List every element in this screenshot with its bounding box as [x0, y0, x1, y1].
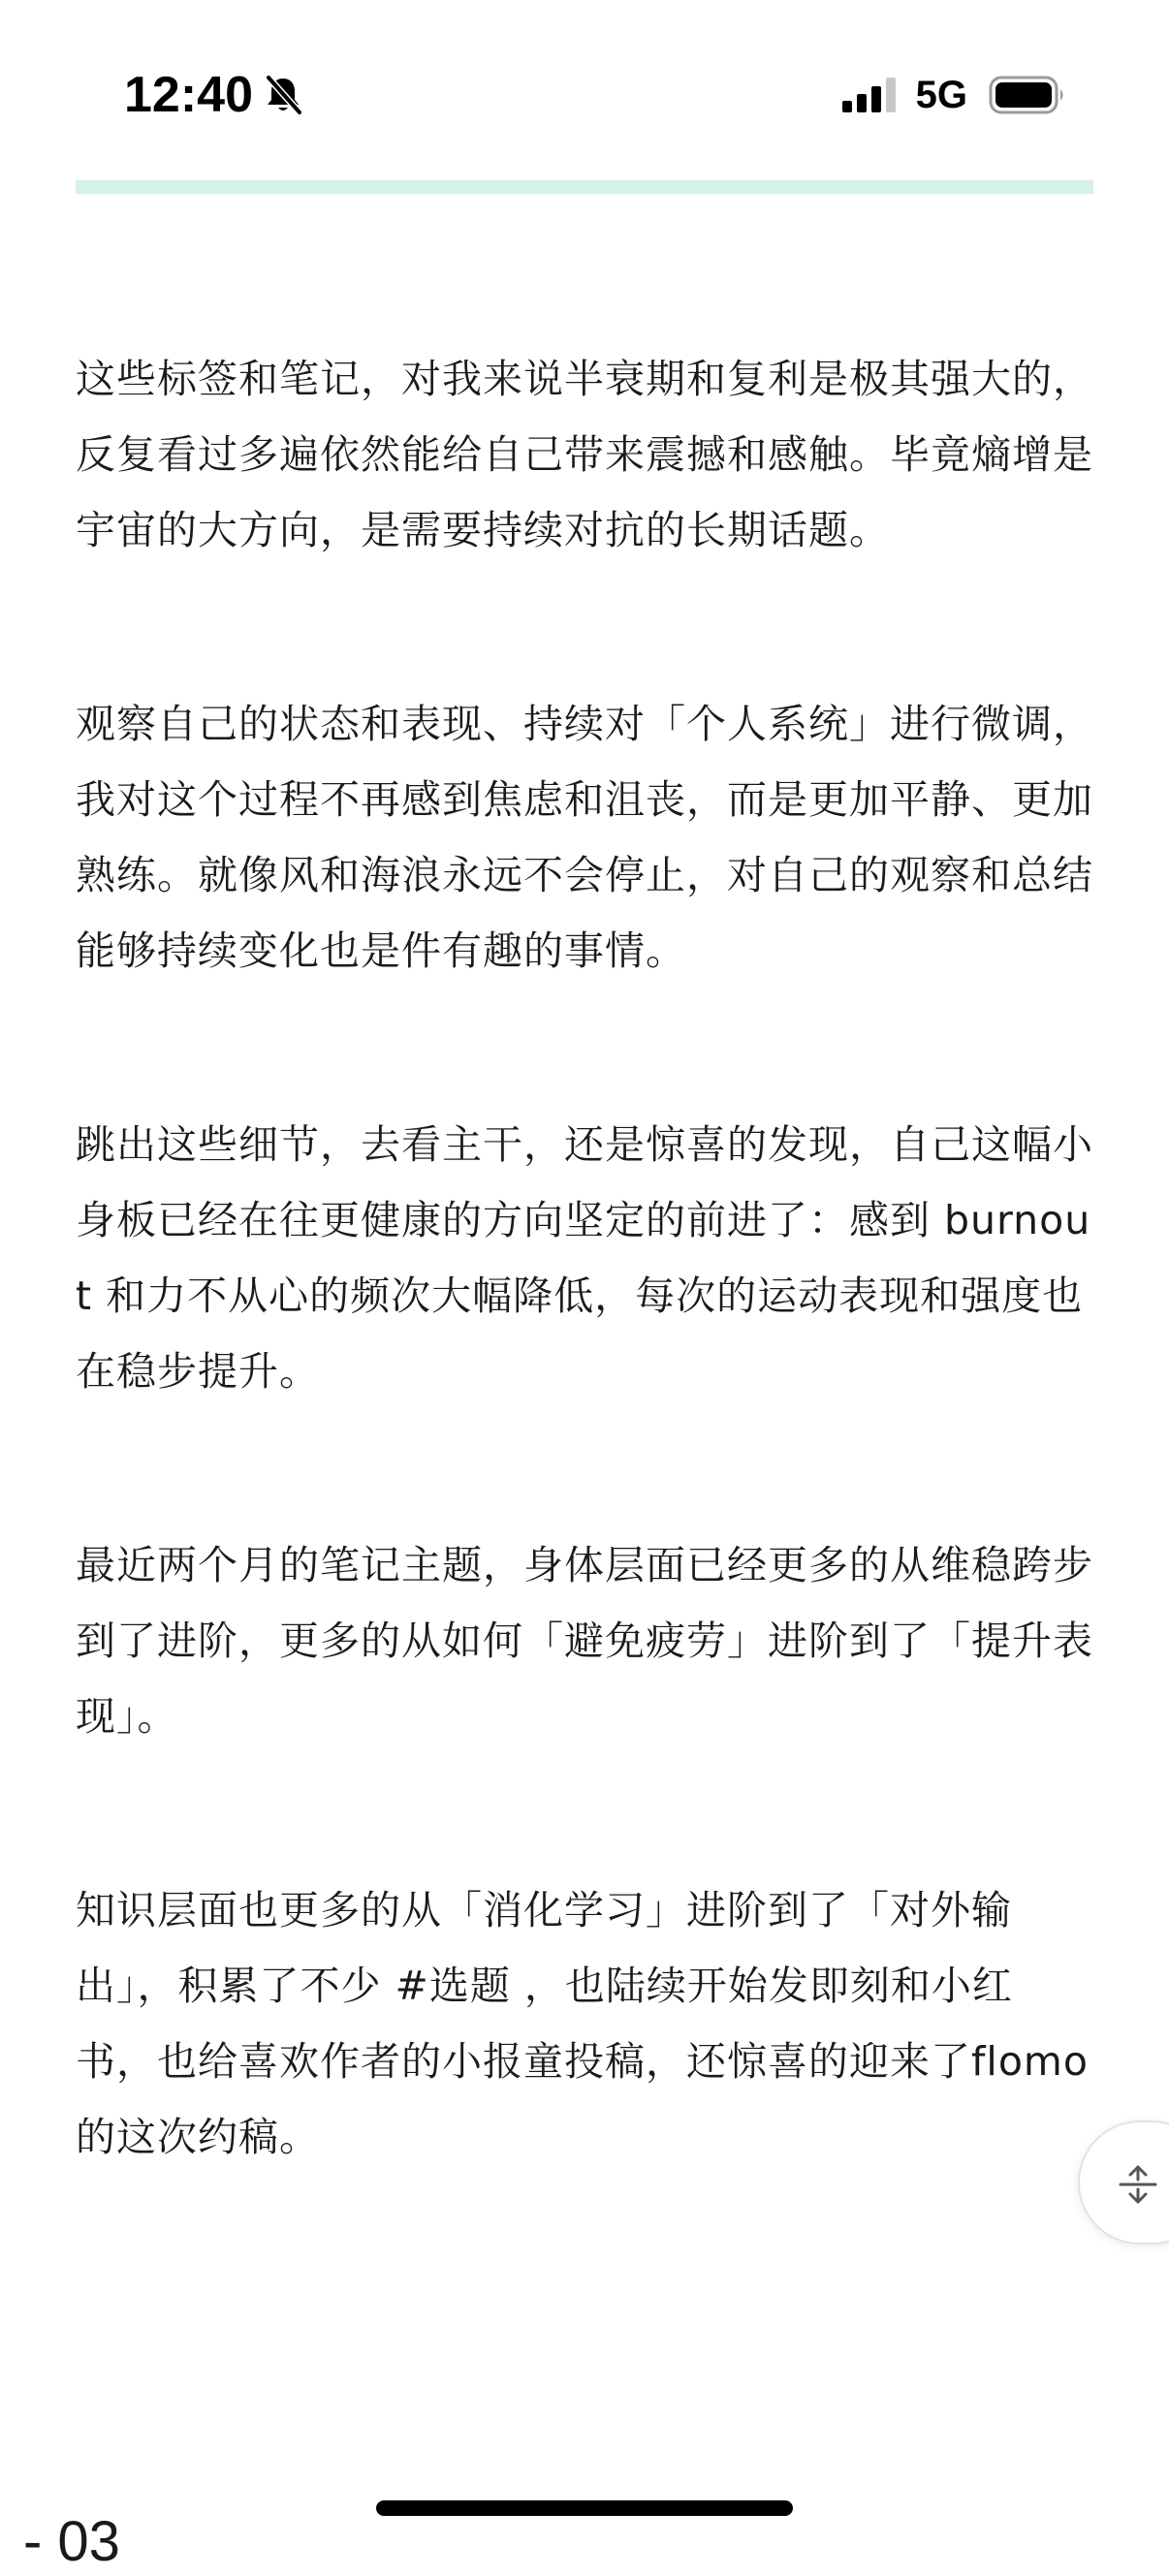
- next-section-heading: - 03: [23, 2510, 120, 2573]
- time-group: [124, 64, 305, 126]
- article-paragraph: 最近两个月的笔记主题，身体层面已经更多的从维稳跨步到了进阶，更多的从如何「避免疲劳」进阶到了「提升表现」。: [76, 1542, 1093, 1740]
- article-paragraph: 知识层面也更多的从「消化学习」进阶到了「对外输出」，积累了不少 #选题 ，也陆续开始发即刻和小红书，也给喜欢作者的小报童投稿，还惊喜的迎来了flomo的这次约稿。: [76, 1887, 1089, 2160]
- bell-off-icon: [261, 73, 305, 117]
- signal-icon: [842, 78, 899, 112]
- right-status: [842, 70, 1066, 120]
- article-paragraph: 观察自己的状态和表现、持续对「个人系统」进行微调，我对这个过程不再感到焦虑和沮丧，而是更加平静、更加熟练。就像风和海浪永远不会停止，对自己的观察和总结能够持续变化也是件有趣的事情。: [76, 701, 1093, 974]
- article-paragraph: 跳出这些细节，去看主干，还是惊喜的发现，自己这幅小身板已经在往更健康的方向坚定的前进了：感到 burnout 和力不从心的频次大幅降低，每次的运动表现和强度也在稳步提升。: [76, 1121, 1093, 1395]
- clock: 12:40: [124, 67, 253, 123]
- reading-progress-fill: [76, 180, 1093, 194]
- battery-icon: [989, 76, 1066, 114]
- status-bar: [0, 0, 1169, 145]
- article-body: [76, 341, 1093, 2175]
- reading-progress-bar: [76, 180, 1093, 194]
- article-paragraph: 这些标签和笔记，对我来说半衰期和复利是极其强大的，反复看过多遍依然能给自己带来震撼和感触。毕竟熵增是宇宙的大方向，是需要持续对抗的长期话题。: [76, 356, 1093, 553]
- network-type: 5G: [915, 74, 967, 116]
- home-indicator[interactable]: [376, 2500, 793, 2516]
- scroll-toggle-icon: [1115, 2161, 1161, 2208]
